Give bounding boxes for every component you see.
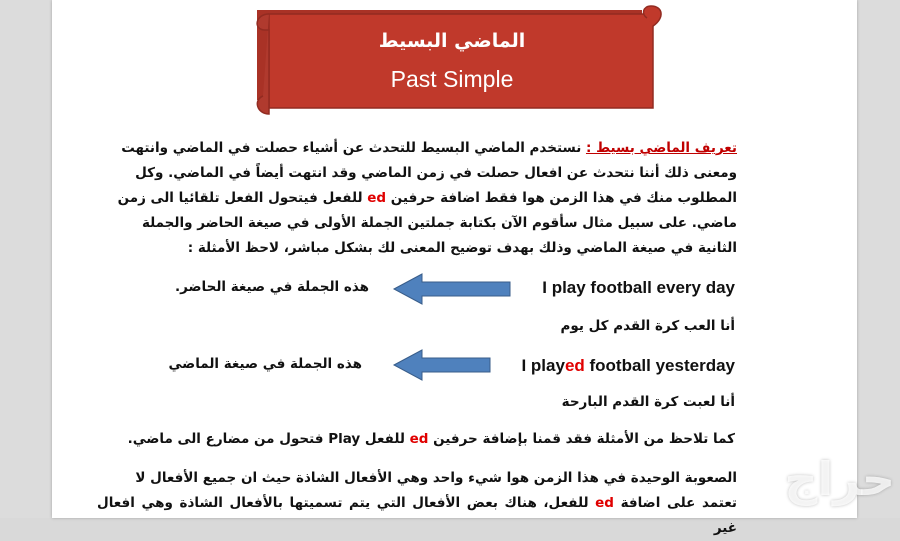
example-2-note: هذه الجملة في صيغة الماضي [168, 356, 362, 372]
example-1-english: I play football every day [542, 278, 735, 297]
watermark-logo: حراج [784, 452, 895, 506]
definition-line-5: الثانية في صيغة الماضي وذلك بهدف توضيح المعنى لك بشكل مباشر، لاحظ الأمثلة : [187, 240, 737, 256]
definition-paragraph [97, 136, 737, 261]
observation-text: كما تلاحظ من الأمثلة فقد قمنا بإضافة حرفين ed للفعل Play فتحول من مضارع الى ماضي. [127, 431, 735, 447]
definition-line-4: ماضي. على سبيل مثال سأقوم الآن بكتابة جملتين الجملة الأولى في صيغة الحاضر والجملة [141, 215, 737, 231]
definition-line-1: تعريف الماضي بسيط : نستخدم الماضي البسيط للتحدث عن أشياء حصلت في الماضي وانتهت [121, 140, 737, 156]
definition-line-2: ومعنى ذلك أننا نتحدث عن افعال حصلت في زمن الماضي وقد انتهت أيضاً في الماضي. وكل [135, 165, 737, 181]
title-arabic: الماضي البسيط [378, 30, 526, 52]
definition-label: تعريف الماضي بسيط : [585, 140, 737, 156]
left-arrow-icon [392, 348, 492, 382]
left-arrow-icon [392, 272, 512, 306]
left-margin [0, 0, 52, 518]
example-2-english: I played football yesterday [521, 356, 735, 375]
definition-line-3: المطلوب منك في هذا الزمن هوا فقط اضافة حرفين ed للفعل فيتحول الفعل تلقائيا الى زمن [117, 190, 737, 206]
title-banner [247, 0, 667, 118]
difficulty-line-1: الصعوبة الوحيدة في هذا الزمن هوا شيء واحد وهي الأفعال الشاذة حيث ان جميع الأفعال لا [135, 470, 737, 486]
difficulty-paragraph [97, 466, 737, 541]
difficulty-line-2: تعتمد على اضافة ed للفعل، هناك بعض الأفعال التي يتم تسميتها بالأفعال الشاذة وهي افعال غير [97, 495, 738, 536]
example-1-translation: أنا العب كرة القدم كل يوم [560, 318, 735, 334]
document-page [52, 0, 857, 536]
example-1-note: هذه الجملة في صيغة الحاضر. [174, 279, 369, 295]
example-2-translation: أنا لعبت كرة القدم البارحة [561, 394, 735, 410]
scroll-banner-shape [247, 0, 667, 118]
title-english: Past Simple [390, 66, 514, 92]
